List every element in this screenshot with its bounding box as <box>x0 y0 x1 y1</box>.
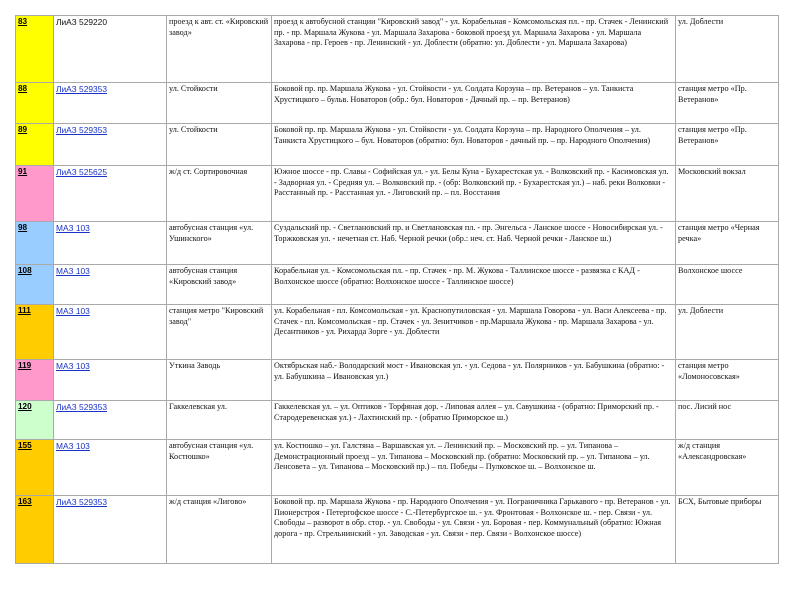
end-stop: пос. Лисий нос <box>676 401 779 440</box>
end-stop: станция метро «Ломоносовская» <box>676 360 779 401</box>
route-number: 120 <box>18 402 32 411</box>
start-stop: автобусная станция «ул. Ушинского» <box>167 222 272 265</box>
route-number: 98 <box>18 223 28 232</box>
bus-model-cell <box>54 440 167 496</box>
route-number: 108 <box>18 266 32 275</box>
table-row <box>16 222 779 265</box>
route-number-cell <box>16 305 54 360</box>
route-number-cell <box>16 401 54 440</box>
end-stop: Волхонское шоссе <box>676 265 779 305</box>
bus-model-cell <box>54 83 167 124</box>
bus-routes-table <box>15 15 779 564</box>
route-path: проезд к автобусной станции "Кировский завод" - ул. Корабельная - Комсомольская пл. - пр. Стачек - Ленинский пр. - пр. Маршала Жукова - ул. Маршала Захарова - боковой проезд ул. Маршала Захарова - ул. Маршала Захарова - пр. Героев - пр. Ленинский - ул. Доблести (обратно: ул. Доблести - ул. Маршала Захарова) <box>272 16 676 83</box>
route-number-cell <box>16 16 54 83</box>
route-number-cell <box>16 222 54 265</box>
start-stop: проезд к авт. ст. «Кировский завод» <box>167 16 272 83</box>
end-stop: станция метро «Пр. Ветеранов» <box>676 83 779 124</box>
table-row <box>16 305 779 360</box>
route-path: Октябрьская наб.- Володарский мост - Ивановская ул. - ул. Седова - ул. Полярников - ул. Бабушкина (обратно: - ул. Бабушкина – Ивановская ул.) <box>272 360 676 401</box>
start-stop: ул. Стойкости <box>167 124 272 166</box>
route-number-cell <box>16 83 54 124</box>
bus-model-link[interactable]: МАЗ 103 <box>56 266 90 276</box>
end-stop: ул. Доблести <box>676 305 779 360</box>
route-number: 119 <box>18 361 32 370</box>
route-number-cell <box>16 265 54 305</box>
route-number: 83 <box>18 17 28 26</box>
bus-model-link[interactable]: ЛиАЗ 529353 <box>56 402 107 412</box>
table-row <box>16 496 779 564</box>
table-row <box>16 440 779 496</box>
route-number: 88 <box>18 84 28 93</box>
bus-model-link[interactable]: ЛиАЗ 529353 <box>56 84 107 94</box>
bus-model-cell <box>54 360 167 401</box>
route-number-cell <box>16 440 54 496</box>
route-number: 111 <box>18 306 31 315</box>
route-number: 89 <box>18 125 28 134</box>
route-number: 155 <box>18 441 32 450</box>
end-stop: Московский вокзал <box>676 166 779 222</box>
bus-model-link[interactable]: ЛиАЗ 529353 <box>56 497 107 507</box>
route-number-cell <box>16 166 54 222</box>
route-number: 91 <box>18 167 28 176</box>
bus-model-cell <box>54 124 167 166</box>
end-stop: ж/д станция «Александровская» <box>676 440 779 496</box>
bus-model-cell <box>54 166 167 222</box>
bus-model-cell <box>54 222 167 265</box>
start-stop: автобусная станция «Кировский завод» <box>167 265 272 305</box>
route-path: Гаккелевская ул. – ул. Оптиков - Торфяная дор. - Липовая аллея – ул. Савушкина - (обратно: Приморский пр. - Стародеревенская ул.) - Лахтинский пр. - (обратно Приморское ш.) <box>272 401 676 440</box>
table-row <box>16 83 779 124</box>
bus-model-cell <box>54 401 167 440</box>
route-path: Боковой пр. пр. Маршала Жукова - пр. Народного Ополчения - ул. Пограничника Гарькавого - пр. Ветеранов - ул. Пионерстроя - Петергофское шоссе - С.-Петербургское ш. - ул. Фронтовая - Волхонское ш. - пер. Связи - ул. Свободы – разворот в обр. стор. - ул. Свободы - ул. Связи - ул. Боровая - пер. Коммунальный (обратно: Южная дорога - пр. Стрельнинский - ул. Заводская - ул. Связи - пер. Связи - Волхонское шоссе) <box>272 496 676 564</box>
bus-model-cell <box>54 265 167 305</box>
table-row <box>16 166 779 222</box>
route-number-cell <box>16 496 54 564</box>
bus-model-cell <box>54 16 167 83</box>
start-stop: станция метро "Кировский завод" <box>167 305 272 360</box>
route-path: Корабельная ул. - Комсомольская пл. - пр. Стачек - пр. М. Жукова - Таллинское шоссе - развязка с КАД - Волхонское шоссе (обратно: Волхонское шоссе - Таллинское шоссе) <box>272 265 676 305</box>
bus-model-link[interactable]: ЛиАЗ 529353 <box>56 125 107 135</box>
route-path: Боковой пр. пр. Маршала Жукова - ул. Стойкости - ул. Солдата Корзуна – пр. Народного Ополчения – ул. Танкиста Хрустицкого – бул. Новаторов (обратно: бул. Новаторов - дачный пр. – пр. Народного Ополчения) <box>272 124 676 166</box>
table-row <box>16 124 779 166</box>
bus-model-link[interactable]: МАЗ 103 <box>56 306 90 316</box>
bus-model-cell <box>54 496 167 564</box>
bus-model-link[interactable]: МАЗ 103 <box>56 223 90 233</box>
end-stop: БСХ, Бытовые приборы <box>676 496 779 564</box>
end-stop: ул. Доблести <box>676 16 779 83</box>
bus-model: ЛиАЗ 529220 <box>56 17 107 27</box>
table-row <box>16 401 779 440</box>
bus-model-link[interactable]: МАЗ 103 <box>56 361 90 371</box>
start-stop: Уткина Заводь <box>167 360 272 401</box>
end-stop: станция метро «Пр. Ветеранов» <box>676 124 779 166</box>
start-stop: автобусная станция «ул. Костюшко» <box>167 440 272 496</box>
route-number-cell <box>16 360 54 401</box>
bus-model-link[interactable]: ЛиАЗ 525625 <box>56 167 107 177</box>
end-stop: станция метро «Черная речка» <box>676 222 779 265</box>
route-path: ул. Костюшко – ул. Галстяна – Варшавская ул. – Ленинский пр. – Московский пр. – ул. Типанова – Демонстрационный проезд – ул. Типанова – Московский пр. (обратно: Московский пр. – ул. Типанова – ул. Ленсовета – ул. Типанова – Московский пр.) – пл. Победы – Пулковское ш. – Волхонское ш. <box>272 440 676 496</box>
table-row <box>16 360 779 401</box>
route-path: Суздальский пр. - Светлановский пр. и Светлановская пл. - пр. Энгельса - Ланское шоссе - Новосибирская ул. - Торжковская ул. - нечетная ст. Наб. Черной речки (обр.: неч. ст. Наб. Черной речки - Ланское ш.) <box>272 222 676 265</box>
route-path: Южное шоссе - пр. Славы - Софийская ул. - ул. Белы Куна - Бухарестская ул. - Волковский пр. - Касимовская ул. - Задворная ул. - Средняя ул. – Волковский пр. - (обр: Волковский пр. - Бухарестская ул.) – наб. реки Волковки - Расстанный пр. - Расстанная ул. - Лиговский пр. – пл. Восстания <box>272 166 676 222</box>
start-stop: ж/д станция «Лигово» <box>167 496 272 564</box>
route-path: Боковой пр. пр. Маршала Жукова - ул. Стойкости - ул. Солдата Корзуна – пр. Ветеранов – ул. Танкиста Хрустицкого – бульв. Новаторов (обр.: бул. Новаторов - Дачный пр. – пр. Ветеранов) <box>272 83 676 124</box>
table-row <box>16 16 779 83</box>
start-stop: ж/д ст. Сортировочная <box>167 166 272 222</box>
start-stop: ул. Стойкости <box>167 83 272 124</box>
route-number: 163 <box>18 497 32 506</box>
bus-model-link[interactable]: МАЗ 103 <box>56 441 90 451</box>
start-stop: Гаккелевская ул. <box>167 401 272 440</box>
route-number-cell <box>16 124 54 166</box>
table-row <box>16 265 779 305</box>
bus-model-cell <box>54 305 167 360</box>
route-path: ул. Корабельная - пл. Комсомольская - ул. Краснопутиловская - ул. Маршала Говорова - ул. Васи Алексеева - пр. Стачек - пл. Комсомольская - пр. Стачек - ул. Зенитчиков - пр.Маршала Жукова - пр. Маршала Захарова - ул. Десантников - ул. Рихарда Зорге - ул. Доблести <box>272 305 676 360</box>
